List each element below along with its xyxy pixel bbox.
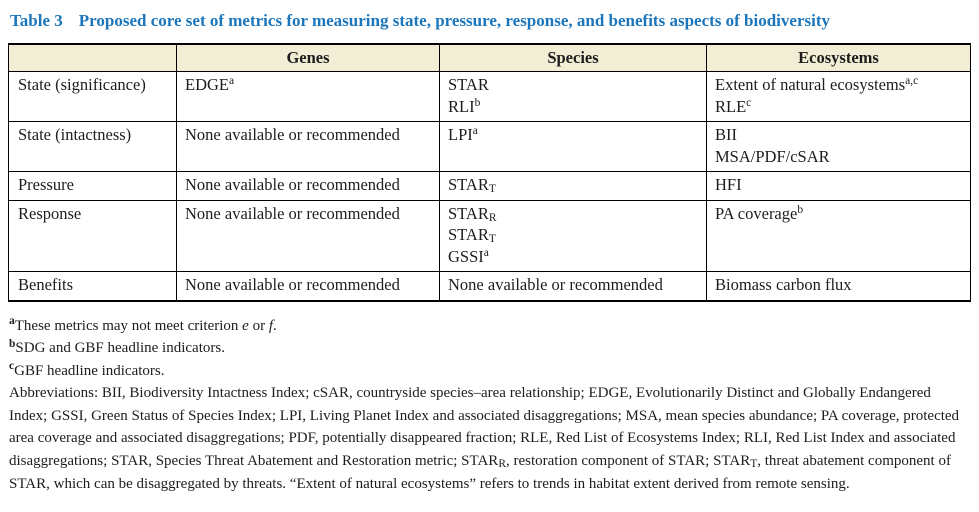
cell-line: GSSI$^a$: [448, 246, 489, 266]
footnote-a-text: These metrics may not meet criterion e or f.: [14, 317, 277, 334]
cell-line: PA coverage$^b$: [715, 203, 804, 223]
cell-ecosystems: [707, 200, 971, 272]
header-species: Species: [440, 44, 707, 72]
cell-genes: [177, 272, 440, 301]
table-caption: Proposed core set of metrics for measuring state, pressure, response, and benefits aspects of biodiversity: [78, 11, 830, 30]
cell-genes: [177, 72, 440, 122]
cell-line: MSA/PDF/cSAR: [715, 146, 830, 166]
cell-species: [440, 172, 707, 201]
row-label: State (significance): [9, 72, 177, 122]
table-row: [9, 200, 971, 272]
footnote-b-text: SDG and GBF headline indicators.: [15, 340, 225, 357]
cell-line: RLI$^b$: [448, 96, 481, 116]
cell-ecosystems: [707, 172, 971, 201]
table-row: [9, 72, 971, 122]
footnote-c-text: GBF headline indicators.: [14, 362, 165, 379]
header-row: [9, 44, 971, 72]
table-number: Table 3: [10, 11, 63, 30]
cell-line: BII: [715, 125, 737, 144]
header-empty-cell: [9, 44, 177, 72]
cell-line: None available or recommended: [185, 275, 400, 294]
cell-species: [440, 272, 707, 301]
header-genes: Genes: [177, 44, 440, 72]
footnotes: [9, 315, 969, 496]
cell-line: $STAR_T$: [448, 175, 496, 196]
cell-line: Biomass carbon flux: [715, 275, 852, 294]
cell-line: None available or recommended: [185, 125, 400, 144]
metrics-table: [8, 43, 971, 302]
table-row: [9, 122, 971, 172]
cell-species: [440, 200, 707, 272]
footnote-a: [9, 315, 969, 338]
cell-species: [440, 122, 707, 172]
cell-ecosystems: [707, 122, 971, 172]
table-title: [10, 8, 970, 34]
cell-genes: [177, 200, 440, 272]
table-body: [9, 72, 971, 301]
cell-genes: [177, 122, 440, 172]
cell-ecosystems: [707, 272, 971, 301]
cell-line: STAR: [448, 75, 489, 94]
row-label: Response: [9, 200, 177, 272]
cell-line: None available or recommended: [448, 275, 663, 294]
cell-line: EDGE$^a$: [185, 75, 235, 94]
cell-line: None available or recommended: [185, 203, 400, 223]
cell-genes: [177, 172, 440, 201]
cell-line: HFI: [715, 175, 742, 194]
cell-species: [440, 72, 707, 122]
abbreviations-paragraph: Abbreviations: BII, Biodiversity Intactness Index; cSAR, countryside species–area relationship; EDGE, Evolutionarily Distinct and Globally Endangered Index; GSSI, Green Status of Species Index; LPI, Living Planet Index and associated disaggregations; MSA, mean species abundance; PA coverage, protected area coverage and associated disaggregations; PDF, potentially disappeared fraction; RLE, Red List of Ecosystems Index; RLI, Red List Index and associated disaggregations; STAR, Species Threat Abatement and Restoration metric; $STAR_R$, restoration component of STAR; $STAR_T$, threat abatement component of STAR, which can be disaggregated by threats. “Extent of natural ecosystems” refers to trends in habitat extent derived from remote sensing.: [9, 385, 960, 492]
footnote-c: [9, 360, 969, 383]
row-label: Pressure: [9, 172, 177, 201]
cell-line: LPI$^a$: [448, 125, 478, 144]
cell-line: $STAR_R$: [448, 203, 497, 224]
table-row: [9, 272, 971, 301]
cell-line: RLE$^c$: [715, 96, 752, 116]
cell-line: None available or recommended: [185, 175, 400, 194]
footnote-b-marker: b: [9, 337, 16, 350]
footnote-a-marker: a: [9, 314, 15, 327]
header-ecosystems: Ecosystems: [707, 44, 971, 72]
row-label: Benefits: [9, 272, 177, 301]
cell-line: Extent of natural ecosystems$^{a,c}$: [715, 75, 919, 94]
table-row: [9, 172, 971, 201]
footnote-b: [9, 337, 969, 360]
cell-line: $STAR_T$: [448, 225, 496, 246]
row-label: State (intactness): [9, 122, 177, 172]
cell-ecosystems: [707, 72, 971, 122]
footnote-c-marker: c: [9, 360, 15, 373]
